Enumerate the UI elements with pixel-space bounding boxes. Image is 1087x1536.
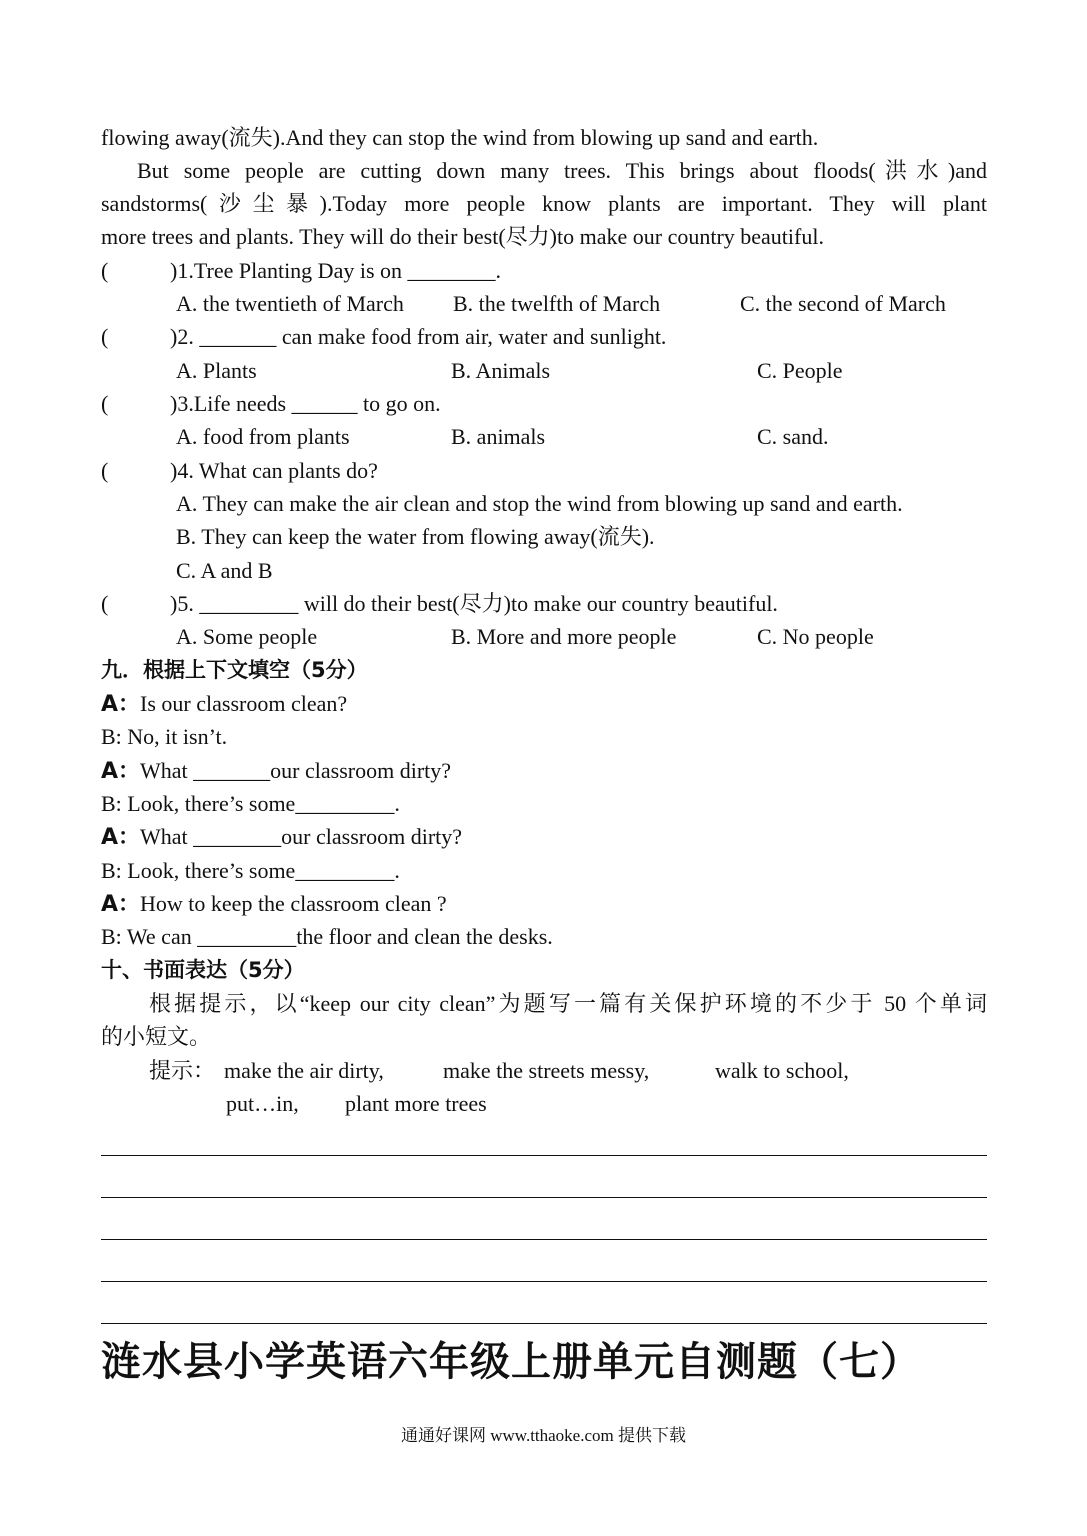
passage-line-1: flowing away(流失).And they can stop the wind from blowing up sand and earth. <box>101 125 819 150</box>
answer-paren: ( <box>101 391 109 416</box>
speaker: B: <box>101 791 122 816</box>
speaker: A： <box>101 892 141 917</box>
passage-line-3: sandstorms(沙尘暴).Today more people know plants are important. They will plant <box>101 191 987 216</box>
writing-line-4[interactable] <box>101 1281 987 1282</box>
option-b: B. More and more people <box>451 624 677 649</box>
speaker: B: <box>101 858 122 883</box>
dialogue-line <box>101 890 447 919</box>
hint-item: put…in, <box>226 1091 299 1116</box>
hint-item: make the streets messy, <box>443 1058 650 1083</box>
dialogue-text: What _______our classroom dirty? <box>140 758 452 783</box>
hint-label: 提示： <box>149 1058 216 1083</box>
question-text: )4. What can plants do? <box>170 458 378 483</box>
speaker: A： <box>101 825 141 850</box>
speaker: B: <box>101 924 122 949</box>
option-a: A. Some people <box>176 624 318 649</box>
question-text: )2. _______ can make food from air, water and sunlight. <box>170 324 667 349</box>
option-c: C. No people <box>757 624 874 649</box>
hint-item: walk to school, <box>715 1058 849 1083</box>
dialogue-line <box>101 690 347 719</box>
dialogue-text: Look, there’s some_________. <box>127 791 400 816</box>
dialogue-text: How to keep the classroom clean ? <box>140 891 447 916</box>
writing-prompt-line-1: 根据提示，以“keep our city clean”为题写一篇有关保护环境的不少于 50 个单词 <box>149 991 987 1016</box>
answer-paren: ( <box>101 258 109 283</box>
dialogue-text: What ________our classroom dirty? <box>140 824 463 849</box>
option-c: C. the second of March <box>740 291 946 316</box>
writing-prompt-line-2: 的小短文。 <box>101 1024 212 1049</box>
option-c: C. sand. <box>757 424 829 449</box>
dialogue-line <box>101 923 553 951</box>
dialogue-line <box>101 757 451 786</box>
question-text: )5. _________ will do their best(尽力)to make our country beautiful. <box>170 591 778 616</box>
hint-item: make the air dirty, <box>224 1058 384 1083</box>
dialogue-text: Look, there’s some_________. <box>127 858 400 883</box>
answer-paren: ( <box>101 324 109 349</box>
option-a: A. Plants <box>176 358 257 383</box>
dialogue-line <box>101 723 227 751</box>
passage-line-2: But some people are cutting down many trees. This brings about floods(洪水)and <box>137 158 987 183</box>
option-b: B. animals <box>451 424 546 449</box>
dialogue-line <box>101 857 400 885</box>
speaker: A： <box>101 759 141 784</box>
writing-line-2[interactable] <box>101 1197 987 1198</box>
dialogue-text: Is our classroom clean? <box>140 691 348 716</box>
speaker: B: <box>101 724 122 749</box>
section-10-title: 十、书面表达（5分） <box>101 958 305 982</box>
question-text: )1.Tree Planting Day is on ________. <box>170 258 502 283</box>
next-test-title: 涟水县小学英语六年级上册单元自测题（七） <box>101 1339 921 1385</box>
hint-item: plant more trees <box>345 1091 487 1116</box>
question-text: )3.Life needs ______ to go on. <box>170 391 441 416</box>
option-a: A. the twentieth of March <box>176 291 404 316</box>
writing-line-5[interactable] <box>101 1323 987 1324</box>
option-a: A. They can make the air clean and stop the wind from blowing up sand and earth. <box>176 491 903 516</box>
option-b: B. the twelfth of March <box>453 291 661 316</box>
option-b: B. Animals <box>451 358 551 383</box>
dialogue-line <box>101 823 462 852</box>
writing-line-3[interactable] <box>101 1239 987 1240</box>
page-footer: 通通好课网 www.tthaoke.com 提供下载 <box>400 1426 687 1445</box>
answer-paren: ( <box>101 591 109 616</box>
option-b: B. They can keep the water from flowing away(流失). <box>176 524 655 549</box>
option-a: A. food from plants <box>176 424 350 449</box>
option-c: C. People <box>757 358 843 383</box>
speaker: A： <box>101 692 141 717</box>
dialogue-line <box>101 790 400 818</box>
writing-line-1[interactable] <box>101 1155 987 1156</box>
passage-line-4: more trees and plants. They will do their best(尽力)to make our country beautiful. <box>101 224 824 249</box>
option-c: C. A and B <box>176 558 273 583</box>
answer-paren: ( <box>101 458 109 483</box>
dialogue-text: No, it isn’t. <box>127 724 228 749</box>
dialogue-text: We can _________the floor and clean the desks. <box>126 924 553 949</box>
section-9-title: 九．根据上下文填空（5分） <box>101 658 368 682</box>
